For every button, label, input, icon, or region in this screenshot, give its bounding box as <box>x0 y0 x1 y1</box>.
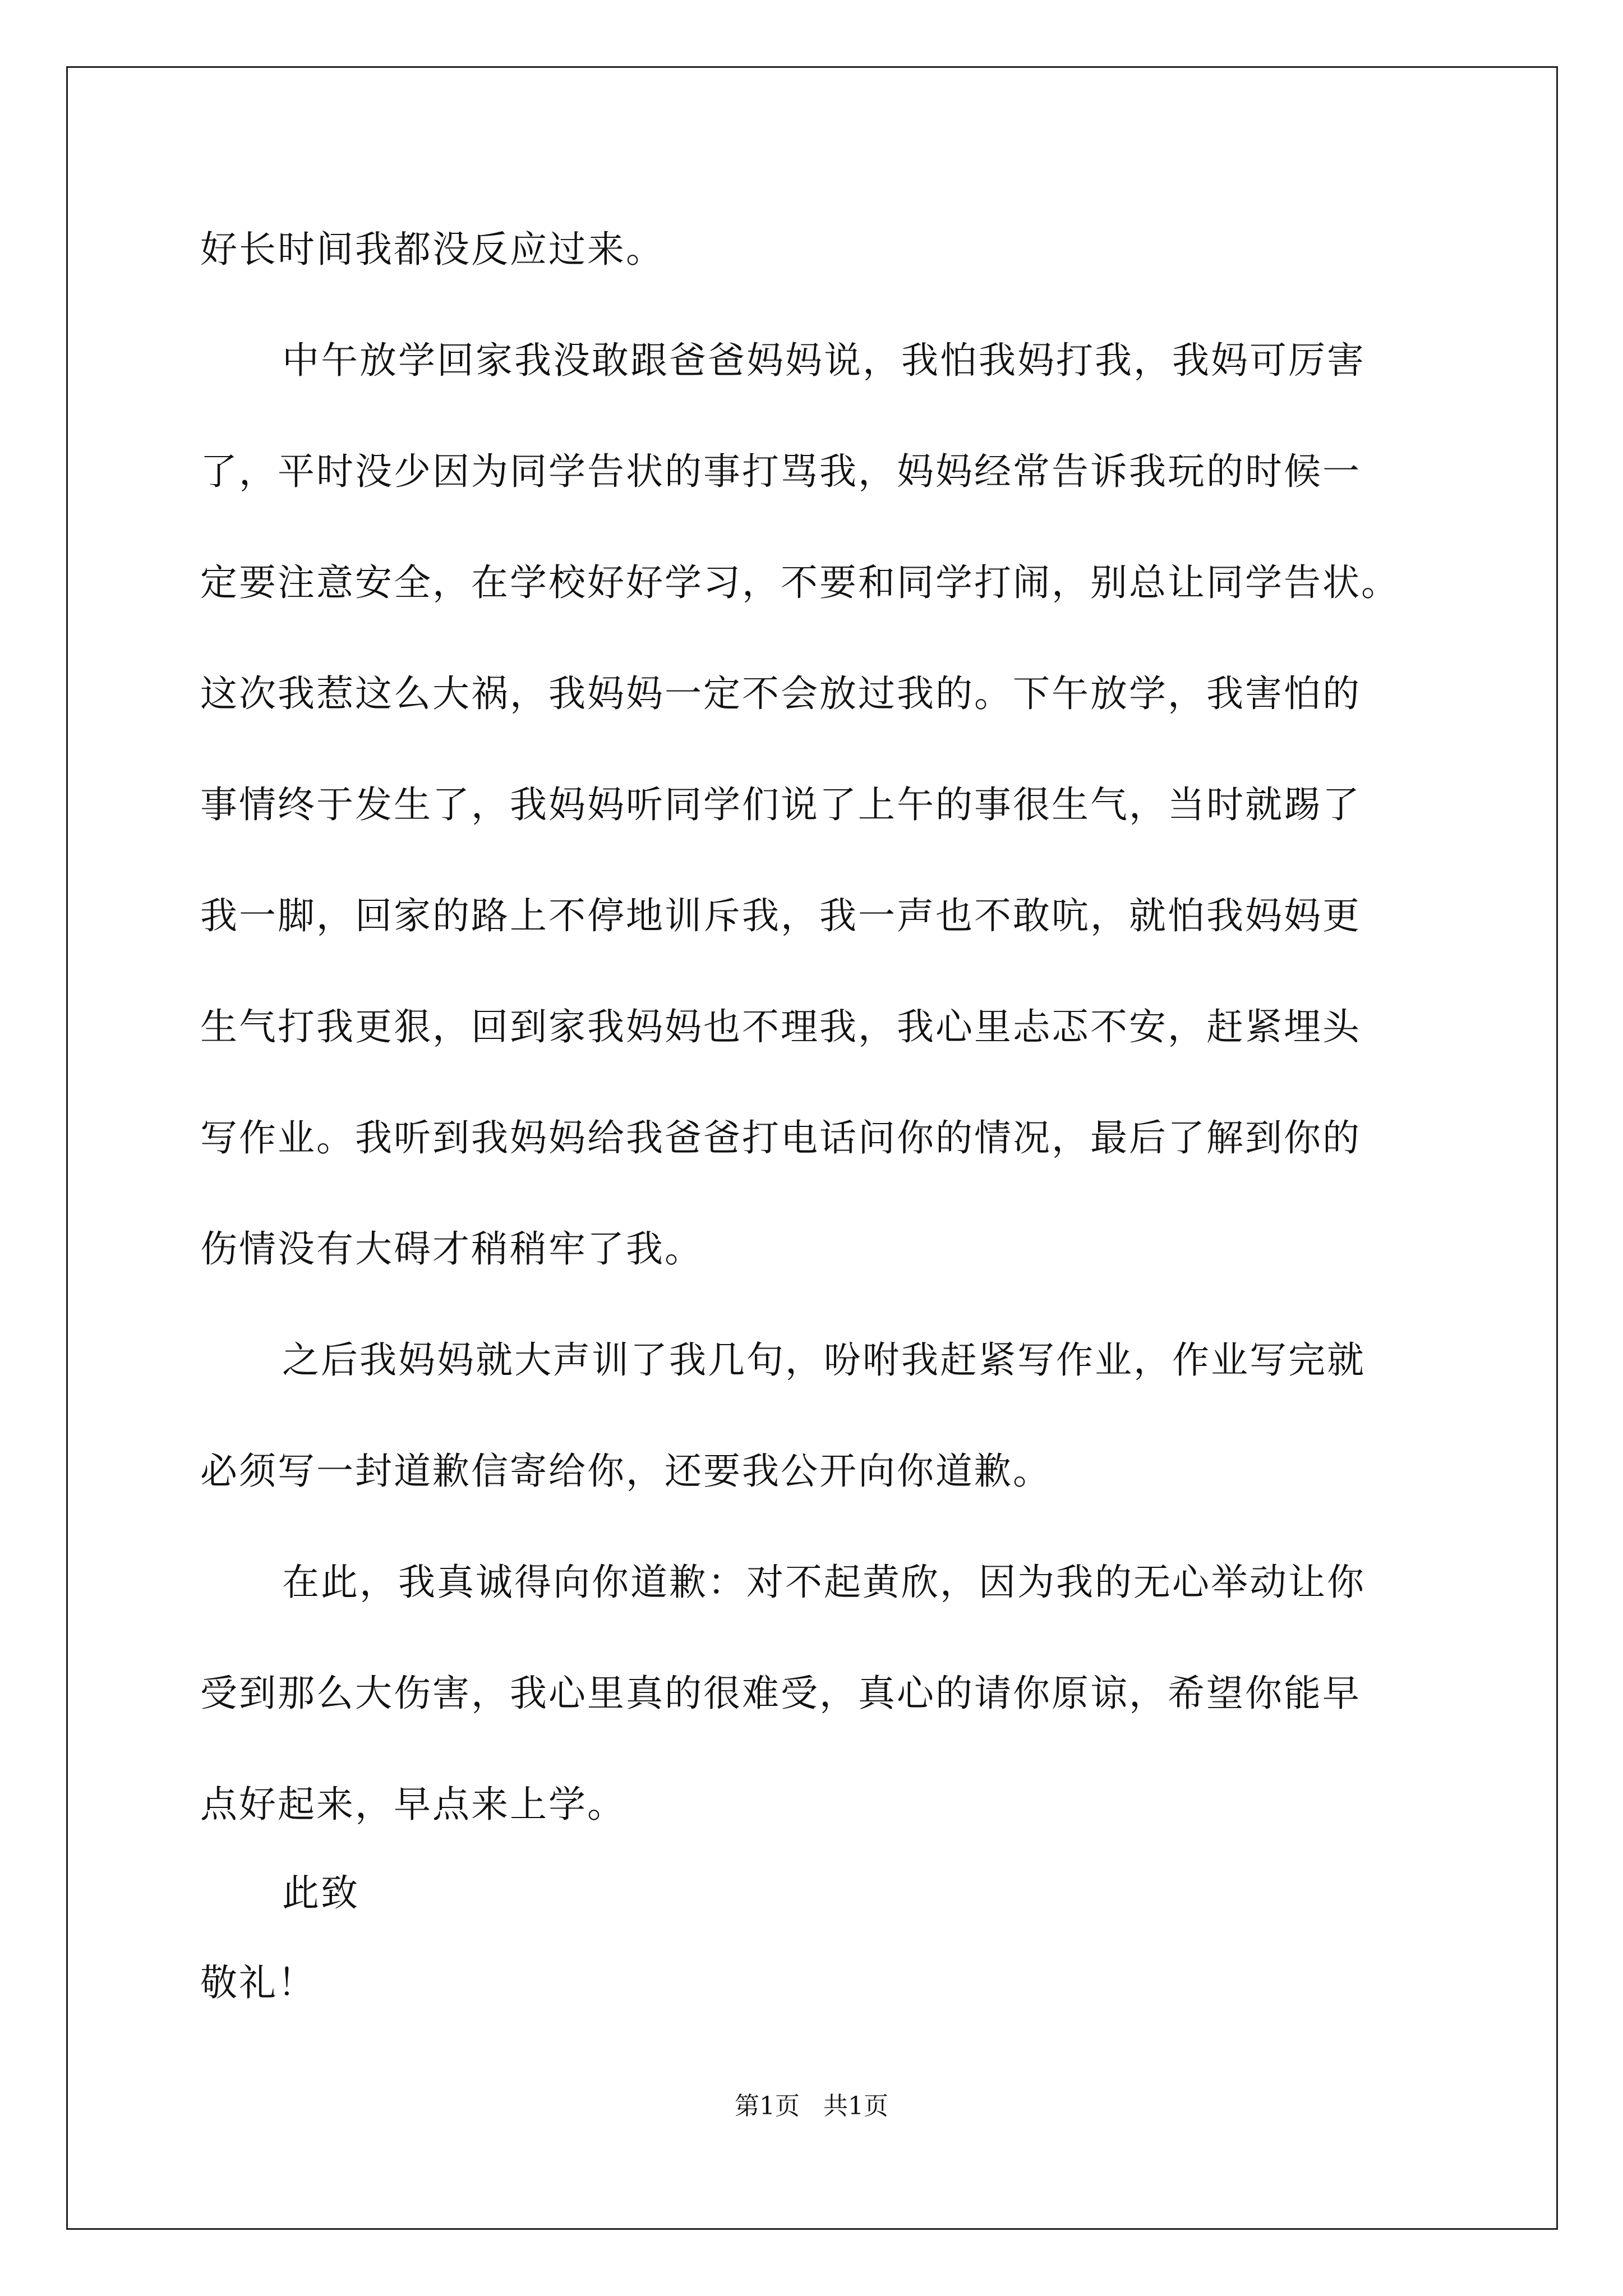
text-line: 事情终于发生了，我妈妈听同学们说了上午的事很生气，当时就踢了 <box>200 783 1361 826</box>
text-line: 受到那么大伤害，我心里真的很难受，真心的请你原谅，希望你能早 <box>200 1672 1361 1715</box>
text-line: 写作业。我听到我妈妈给我爸爸打电话问你的情况，最后了解到你的 <box>200 1116 1361 1159</box>
text-line: 生气打我更狠，回到家我妈妈也不理我，我心里忐忑不安，赶紧埋头 <box>200 1005 1361 1048</box>
text-line: 定要注意安全，在学校好好学习，不要和同学打闹，别总让同学告状。 <box>200 561 1400 604</box>
text-line: 我一脚，回家的路上不停地训斥我，我一声也不敢吭，就怕我妈妈更 <box>200 894 1361 937</box>
text-line: 这次我惹这么大祸，我妈妈一定不会放过我的。下午放学，我害怕的 <box>200 672 1361 715</box>
salutation-line: 敬礼！ <box>200 1961 316 2004</box>
text-line: 点好起来，早点来上学。 <box>200 1783 626 1826</box>
closing-line: 此致 <box>282 1871 359 1915</box>
text-line: 伤情没有大碍才稍稍牢了我。 <box>200 1227 703 1271</box>
page-footer: 第1页 共1页 <box>735 2092 888 2120</box>
text-line: 在此，我真诚得向你道歉：对不起黄欣，因为我的无心举动让你 <box>282 1561 1366 1604</box>
text-line: 之后我妈妈就大声训了我几句，吩咐我赶紧写作业，作业写完就 <box>282 1338 1366 1382</box>
text-line: 必须写一封道歉信寄给你，还要我公开向你道歉。 <box>200 1450 1052 1493</box>
text-line: 中午放学回家我没敢跟爸爸妈妈说，我怕我妈打我，我妈可厉害 <box>282 339 1366 382</box>
text-line: 了，平时没少因为同学告状的事打骂我，妈妈经常告诉我玩的时候一 <box>200 450 1361 493</box>
text-line: 好长时间我都没反应过来。 <box>200 228 665 271</box>
